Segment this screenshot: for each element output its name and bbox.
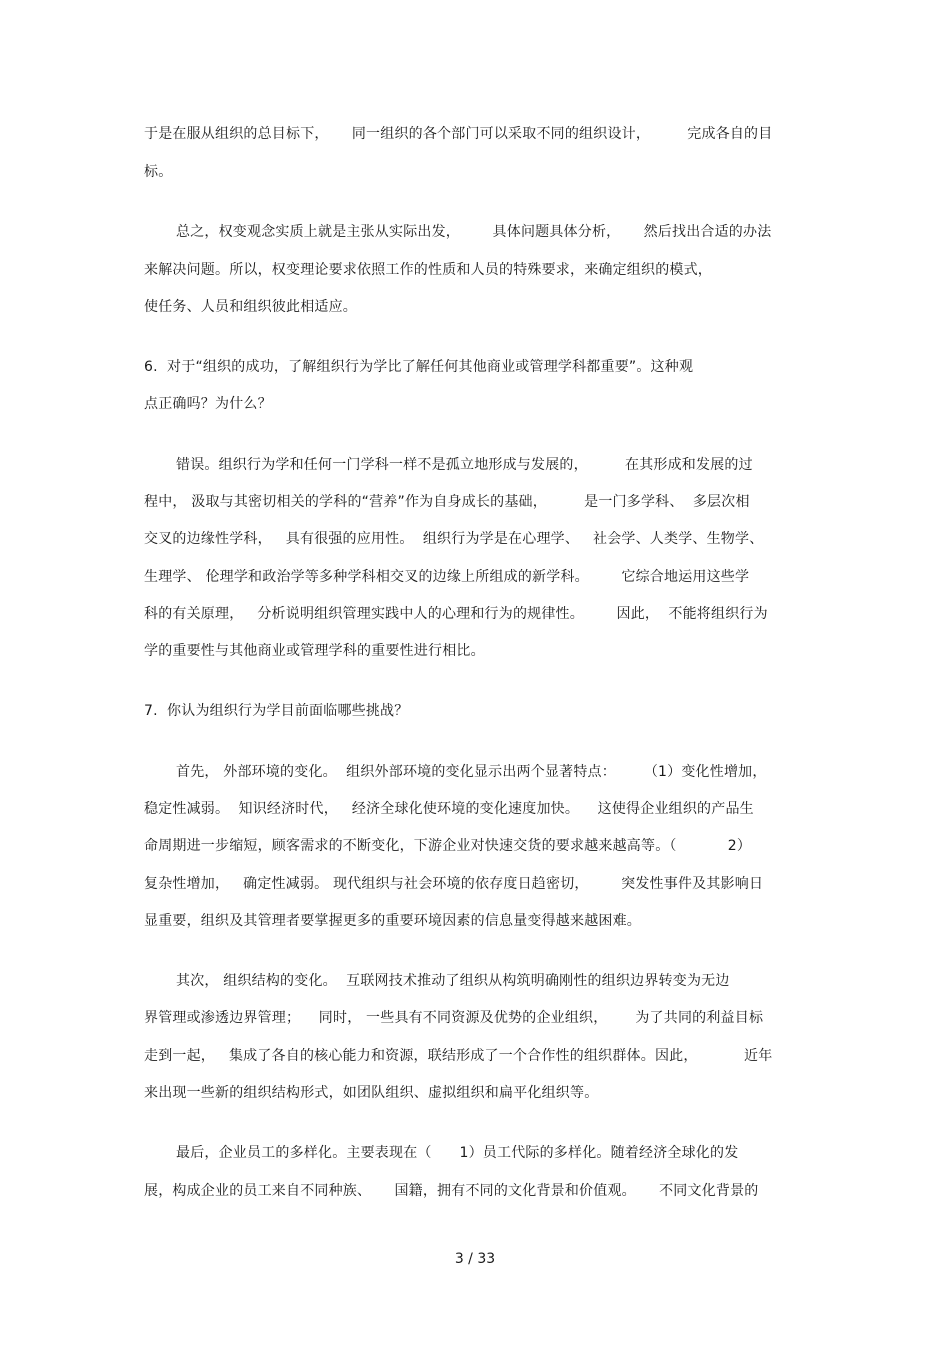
- question-heading: 点正确吗？为什么？: [144, 396, 272, 412]
- text-line: 学的重要性与其他商业或管理学科的重要性进行相比。: [144, 643, 485, 659]
- page-number: 3 / 33: [454, 1251, 496, 1267]
- text-line: 来出现一些新的组织结构形式，如团队组织、虚拟组织和扁平化组织等。: [144, 1085, 599, 1101]
- text-line: 于是在服从组织的总目标下， 同一组织的各个部门可以采取不同的组织设计， 完成各自的目: [144, 126, 773, 142]
- text-line: 展，构成企业的员工来自不同种族、 国籍，拥有不同的文化背景和价值观。 不同文化背景的: [144, 1183, 759, 1199]
- text-line: 科的有关原理， 分析说明组织管理实践中人的心理和行为的规律性。 因此， 不能将组织行为: [144, 606, 768, 622]
- text-line: 生理学、 伦理学和政治学等多种学科相交叉的边缘上所组成的新学科。 它综合地运用这些学: [144, 569, 750, 585]
- question-heading: 7. 你认为组织行为学目前面临哪些挑战？: [144, 703, 409, 719]
- text-line: 走到一起， 集成了各自的核心能力和资源，联结形成了一个合作性的组织群体。因此， 近年: [144, 1048, 773, 1064]
- text-line: 首先， 外部环境的变化。 组织外部环境的变化显示出两个显著特点： （1）变化性增加，: [176, 764, 767, 780]
- text-line: 最后，企业员工的多样化。主要表现在（ 1）员工代际的多样化。随着经济全球化的发: [176, 1145, 739, 1161]
- text-line: 显重要，组织及其管理者要掌握更多的重要环境因素的信息量变得越来越困难。: [144, 913, 641, 929]
- text-line: 错误。组织行为学和任何一门学科一样不是孤立地形成与发展的， 在其形成和发展的过: [176, 457, 753, 473]
- text-line: 程中， 汲取与其密切相关的学科的“营养”作为自身成长的基础， 是一门多学科、 多层次相: [144, 494, 750, 510]
- text-line: 稳定性减弱。 知识经济时代， 经济全球化使环境的变化速度加快。 这使得企业组织的产品生: [144, 801, 754, 817]
- text-line: 标。: [144, 164, 173, 180]
- text-line: 交叉的边缘性学科， 具有很强的应用性。 组织行为学是在心理学、 社会学、人类学、生物学、: [144, 531, 764, 547]
- text-line: 来解决问题。所以，权变理论要求依照工作的性质和人员的特殊要求，来确定组织的模式，: [144, 262, 712, 278]
- text-line: 总之，权变观念实质上就是主张从实际出发， 具体问题具体分析， 然后找出合适的办法: [176, 224, 772, 240]
- text-line: 使任务、人员和组织彼此相适应。: [144, 299, 357, 315]
- text-line: 其次， 组织结构的变化。 互联网技术推动了组织从构筑明确刚性的组织边界转变为无边: [176, 973, 730, 989]
- text-line: 复杂性增加， 确定性减弱。 现代组织与社会环境的依存度日趋密切， 突发性事件及其影响日: [144, 876, 764, 892]
- text-line: 命周期进一步缩短，顾客需求的不断变化，下游企业对快速交货的要求越来越高等。（ 2）: [144, 838, 752, 854]
- text-line: 界管理或渗透边界管理； 同时， 一些具有不同资源及优势的企业组织， 为了共同的利益目标: [144, 1010, 764, 1026]
- question-heading: 6. 对于“组织的成功，了解组织行为学比了解任何其他商业或管理学科都重要”。这种观: [144, 359, 694, 375]
